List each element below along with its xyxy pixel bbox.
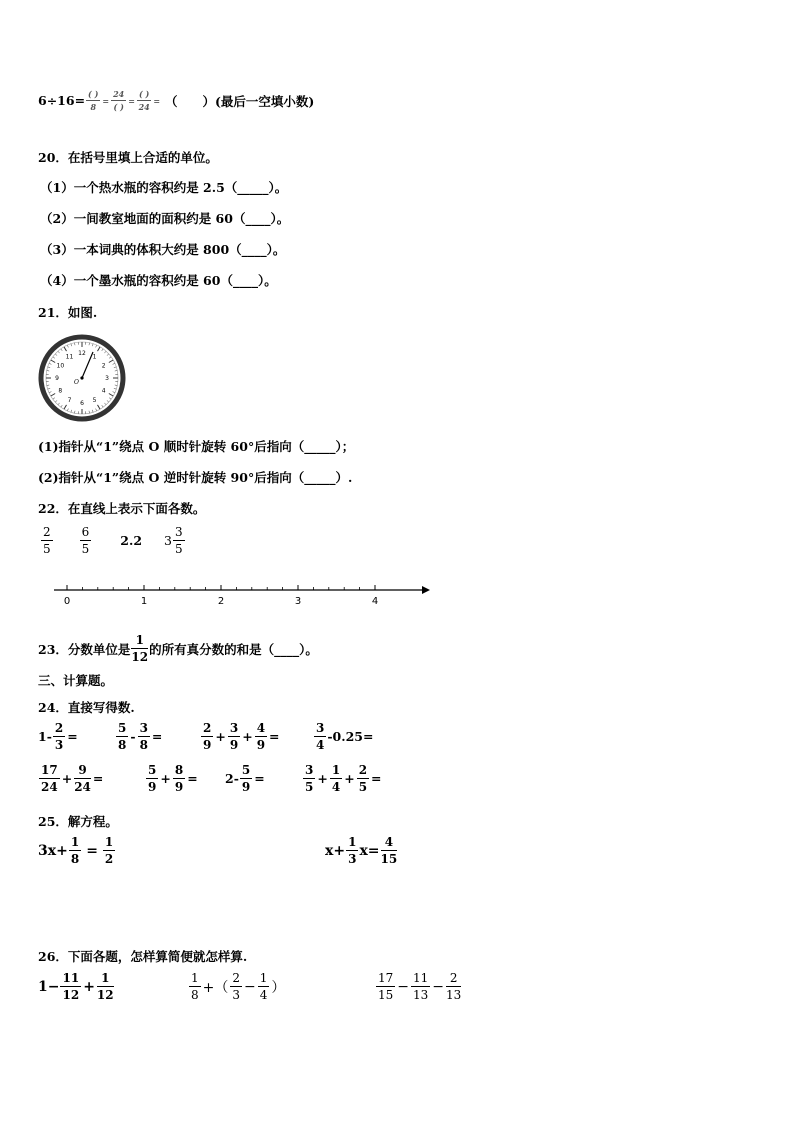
number-line-label: 1 <box>140 596 148 607</box>
q21-line-2[interactable]: (2)指针从“1”绕点 O 逆时针旋转 90°后指向（_____）. <box>38 470 353 485</box>
number-line-label: 3 <box>294 596 302 607</box>
q24-expr-7[interactable]: 2- $\frac{5}{9}$ = <box>225 763 265 794</box>
q26-calc-2[interactable]: $\frac{1}{8}$ +（ $\frac{2}{3}$ − $\frac{1}{4}$ ） <box>191 971 286 1002</box>
clock-number: 2 <box>101 362 106 370</box>
clock-number: 6 <box>80 400 84 408</box>
q24-expr-4[interactable]: $\frac{3}{4}$ -0.25= <box>316 721 374 752</box>
q26-calc-1[interactable]: 1− $\frac{11}{12}$ + $\frac{1}{12}$ <box>38 971 114 1002</box>
q19-lead: 6÷16= <box>38 93 86 108</box>
q21-title: 21．如图. <box>38 305 98 320</box>
q19-fraction-1: $\frac{( )}{8}$ <box>88 89 99 112</box>
clock-number: 10 <box>56 362 65 370</box>
q24-title: 24．直接写得数. <box>38 700 135 715</box>
q25-title: 25．解方程。 <box>38 814 118 829</box>
q20-item-1[interactable]: （1）一个热水瓶的容积约是 2.5（_____）。 <box>40 180 288 195</box>
clock-number: 8 <box>58 387 63 395</box>
q24-expr-8[interactable]: $\frac{3}{5}$ + $\frac{1}{4}$ + $\frac{2}{5}$ = <box>305 763 382 794</box>
number-line-labels <box>64 596 378 607</box>
q20-item-4[interactable]: （4）一个墨水瓶的容积约是 60（____）。 <box>40 273 277 288</box>
clock-number: 5 <box>92 396 97 404</box>
clock-figure <box>38 334 126 422</box>
clock-number: 3 <box>105 375 109 383</box>
q19-fraction-3: $\frac{( )}{24}$ <box>138 89 150 112</box>
q23-line: 23．分数单位是 $\frac{1}{12}$ 的所有真分数的和是（____）。 <box>38 633 318 664</box>
q19-answer-blank[interactable]: （ ）(最后一空填小数) <box>165 93 315 109</box>
clock-number: 9 <box>55 375 59 383</box>
number-line-arrow <box>422 586 430 594</box>
clock-center <box>80 376 83 379</box>
q22-numbers <box>40 526 186 555</box>
q20-item-3[interactable]: （3）一本词典的体积大约是 800（____）。 <box>40 242 286 257</box>
clock-number: 1 <box>92 353 97 361</box>
clock-number: 11 <box>65 353 74 361</box>
q19-fraction-2: $\frac{24}{( )}$ <box>113 89 125 112</box>
q20-item-2[interactable]: （2）一间教室地面的面积约是 60（____）。 <box>40 211 290 226</box>
q20-title: 20．在括号里填上合适的单位。 <box>38 150 218 165</box>
q26-calc-3[interactable]: $\frac{17}{15}$ − $\frac{11}{13}$ − $\frac{2}{13}$ <box>378 971 462 1002</box>
q25-equation-1[interactable]: 3x+ $\frac{1}{8}$ = $\frac{1}{2}$ <box>38 835 114 866</box>
q19-equation-line: 6÷16= $\frac{( )}{8}$ = $\frac{24}{( )}$ = $\frac{( )}{24}$ = （ ）(最后一空填小数) <box>38 89 315 112</box>
q21-line-1[interactable]: (1)指针从“1”绕点 O 顺时针旋转 60°后指向（_____）； <box>38 439 355 454</box>
number-line-label: 2 <box>217 596 225 607</box>
q22-mixed-whole: 3 <box>164 533 172 548</box>
q22-fraction-1: $\frac{2}{5}$ <box>43 525 51 556</box>
number-line-label: 0 <box>63 596 71 607</box>
clock-number: 4 <box>101 387 106 395</box>
q22-mixed-fraction: $\frac{3}{5}$ <box>174 525 183 556</box>
number-line-ticks <box>67 585 375 590</box>
q22-fraction-2: $\frac{6}{5}$ <box>81 525 90 556</box>
clock-center-label: O <box>74 379 79 386</box>
section-3-title: 三、计算题。 <box>38 673 114 688</box>
clock-number: 12 <box>78 350 86 358</box>
q24-expr-2[interactable]: $\frac{5}{8}$ - $\frac{3}{8}$ = <box>118 721 163 752</box>
q26-title: 26．下面各题，怎样算简便就怎样算. <box>38 949 248 964</box>
number-line[interactable] <box>50 580 435 610</box>
q25-equation-2[interactable]: x+ $\frac{1}{3}$ x= $\frac{4}{15}$ <box>325 835 398 866</box>
number-line-label: 4 <box>371 596 379 607</box>
q24-expr-3[interactable]: $\frac{2}{9}$ + $\frac{3}{9}$ + $\frac{4}{9}$ = <box>203 721 280 752</box>
q24-expr-5[interactable]: $\frac{17}{24}$ + $\frac{9}{24}$ = <box>41 763 104 794</box>
clock-number: 7 <box>67 396 72 404</box>
q22-title: 22．在直线上表示下面各数。 <box>38 501 206 516</box>
q23-answer-blank[interactable]: 的所有真分数的和是（____）。 <box>149 641 318 657</box>
q24-expr-6[interactable]: $\frac{5}{9}$ + $\frac{8}{9}$ = <box>148 763 198 794</box>
q23-fraction: $\frac{1}{12}$ <box>131 633 149 664</box>
q22-decimal: 2.2 <box>120 533 143 548</box>
q24-expr-1[interactable]: 1- $\frac{2}{3}$ = <box>38 721 78 752</box>
